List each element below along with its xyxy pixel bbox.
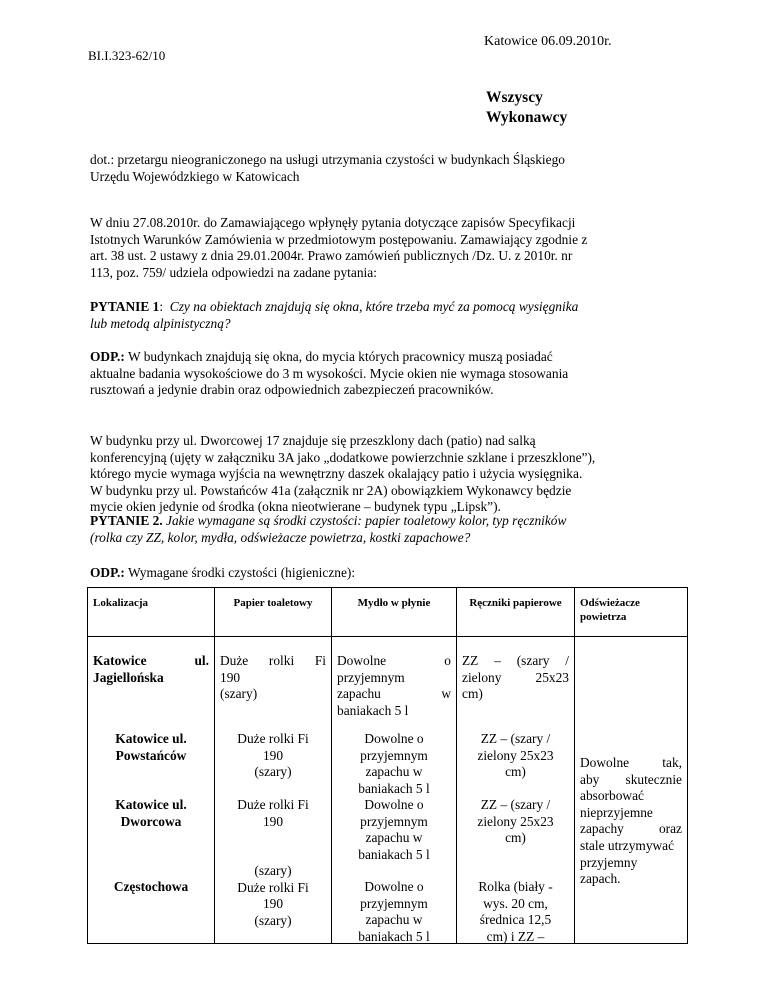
question-text: lub metodą alpinistyczną? bbox=[90, 315, 231, 331]
paper-word: Duże rolki Fi bbox=[237, 731, 309, 746]
text-line: W budynku przy ul. Dworcowej 17 znajduje się przeszklony dach (patio) nad salką bbox=[90, 433, 536, 448]
soap-entry bbox=[337, 653, 451, 719]
freshener-word: zapach. bbox=[580, 871, 621, 887]
towel-word: zielony bbox=[462, 669, 502, 685]
soap-cell bbox=[332, 637, 457, 944]
towel-word: cm) bbox=[505, 830, 526, 846]
soap-word: zapachu w bbox=[365, 830, 423, 846]
text-line: mycie okien jedynie od środka (okna nieotwierane – budynek typu „Lipsk”). bbox=[90, 499, 501, 515]
towel-word: ZZ – (szary / bbox=[480, 731, 551, 746]
paper-word: 190 bbox=[262, 813, 284, 829]
paper-word: (szary) bbox=[254, 764, 292, 780]
patio-paragraph bbox=[90, 433, 681, 516]
paper-word: 190 bbox=[262, 896, 284, 912]
towel-word: zielony 25x23 bbox=[477, 813, 554, 829]
towel-word: Rolka (biały - bbox=[478, 879, 553, 894]
text-line: Istotnych Warunków Zamówienia w przedmiotowym postępowaniu. Zamawiający zgodnie z bbox=[90, 231, 588, 247]
supplies-table bbox=[87, 587, 688, 944]
soap-word: zapachu w bbox=[365, 764, 423, 780]
answer-text: aktualne badania wysokościowe do 3 m wysokości. Mycie okien nie wymaga stosowania bbox=[90, 365, 569, 381]
table-row bbox=[88, 637, 688, 944]
freshener-word: zapachy bbox=[580, 821, 624, 837]
freshener-word: tak, bbox=[662, 755, 682, 770]
paper-word: Fi bbox=[314, 653, 326, 668]
answer-label: ODP.: bbox=[90, 565, 125, 580]
location-word: Jagiellońska bbox=[93, 669, 164, 685]
text-line: W budynku przy ul. Powstańców 41a (załącznik nr 2A) obowiązkiem Wykonawcy będzie bbox=[90, 482, 572, 498]
towel-word: ZZ bbox=[462, 653, 479, 668]
towel-word: 25x23 bbox=[535, 669, 569, 685]
paper-word: rolki bbox=[268, 653, 295, 668]
freshener-word: absorbować bbox=[580, 788, 644, 804]
freshener-word: Dowolne bbox=[580, 755, 630, 770]
answer-text: rusztowań a jedynie drabin oraz odpowiednich zabezpieczeń pracowników. bbox=[90, 382, 494, 398]
soap-word: baniakach 5 l bbox=[337, 702, 409, 718]
location-word: Dworcowa bbox=[120, 813, 182, 829]
column-header: Lokalizacja bbox=[88, 588, 215, 637]
soap-word: Dowolne bbox=[337, 653, 387, 668]
question-1 bbox=[90, 299, 681, 332]
soap-word: baniakach 5 l bbox=[358, 780, 430, 796]
question-text: Jakie wymagane są środki czystości: papier toaletowy kolor, typ ręczników bbox=[166, 513, 567, 528]
towel-word: ZZ – (szary / bbox=[480, 797, 551, 812]
question-label: PYTANIE 2. bbox=[90, 513, 163, 528]
soap-word: o bbox=[444, 653, 451, 668]
soap-word: przyjemnym bbox=[360, 813, 428, 829]
towel-entry bbox=[462, 879, 569, 945]
towel-word: cm) bbox=[505, 764, 526, 780]
location-word: ul. bbox=[194, 653, 209, 668]
column-header: Odświeżacze powietrza bbox=[575, 588, 688, 637]
soap-word: Dowolne o bbox=[364, 879, 424, 894]
paper-cell bbox=[215, 637, 332, 944]
towel-word: – bbox=[494, 653, 501, 668]
soap-entry bbox=[337, 731, 451, 797]
text-line: Urzędu Wojewódzkiego w Katowicach bbox=[90, 168, 300, 184]
answer-1 bbox=[90, 349, 681, 399]
question-text: (rolka czy ZZ, kolor, mydła, odświeżacze powietrza, kostki zapachowe? bbox=[90, 529, 471, 545]
soap-word: przyjemnym bbox=[360, 895, 428, 911]
soap-word: Dowolne o bbox=[364, 731, 424, 746]
recipient-block bbox=[486, 88, 567, 128]
towel-word: cm) bbox=[462, 686, 483, 702]
paper-word: Duże rolki Fi bbox=[237, 797, 309, 812]
answer-2 bbox=[90, 565, 681, 582]
paper-word: 190 bbox=[220, 669, 241, 685]
text-line: dot.: przetargu nieograniczonego na usługi utrzymania czystości w budynkach Śląskiego bbox=[90, 152, 565, 167]
freshener-entry bbox=[580, 755, 682, 888]
question-separator: : bbox=[159, 299, 164, 314]
paper-word: 190 bbox=[262, 747, 284, 763]
towel-word: wys. 20 cm, bbox=[483, 895, 548, 911]
soap-word: baniakach 5 l bbox=[358, 928, 430, 944]
towel-word: / bbox=[565, 653, 569, 668]
question-text: Czy na obiektach znajdują się okna, które trzeba myć za pomocą wysięgnika bbox=[169, 299, 579, 314]
intro-paragraph bbox=[90, 215, 681, 281]
location-entry: Częstochowa bbox=[113, 879, 189, 894]
paper-word: (szary) bbox=[220, 686, 258, 702]
freshener-word: oraz bbox=[658, 821, 682, 837]
answer-text: Wymagane środki czystości (higieniczne): bbox=[127, 565, 356, 580]
soap-word: przyjemnym bbox=[337, 669, 405, 685]
question-2 bbox=[90, 513, 681, 546]
soap-word: zapachu w bbox=[365, 912, 423, 928]
answer-label: ODP.: bbox=[90, 349, 125, 364]
towel-entry bbox=[462, 797, 569, 847]
paper-entry bbox=[220, 653, 326, 703]
location-word: Katowice ul. bbox=[115, 797, 187, 812]
location-entry bbox=[93, 653, 209, 686]
soap-word: baniakach 5 l bbox=[358, 846, 430, 862]
towel-word: (szary bbox=[516, 653, 550, 668]
column-header: Papier toaletowy bbox=[215, 588, 332, 637]
towel-word: średnica 12,5 bbox=[479, 912, 552, 928]
paper-word: Duże rolki Fi bbox=[237, 879, 309, 895]
recipient-line: Wykonawcy bbox=[486, 109, 568, 126]
freshener-word: skutecznie bbox=[625, 771, 682, 787]
location-entry bbox=[93, 731, 209, 764]
towel-cell bbox=[457, 637, 575, 944]
paper-word: (szary) bbox=[254, 912, 292, 928]
reference-number: BI.I.323-62/10 bbox=[88, 48, 166, 63]
towel-entry bbox=[462, 731, 569, 781]
freshener-word: nieprzyjemne bbox=[580, 804, 653, 820]
table-header-row bbox=[88, 588, 688, 637]
towel-word: cm) i ZZ – bbox=[486, 928, 545, 944]
recipient-line: Wszyscy bbox=[486, 89, 543, 106]
text-line: 113, poz. 759/ udziela odpowiedzi na zadane pytania: bbox=[90, 264, 377, 280]
column-header: Ręczniki papierowe bbox=[457, 588, 575, 637]
freshener-word: przyjemny bbox=[580, 854, 638, 870]
soap-entry bbox=[337, 797, 451, 863]
paper-entry bbox=[220, 863, 326, 929]
location-word: Katowice bbox=[93, 653, 147, 668]
soap-entry bbox=[337, 879, 451, 945]
towel-word: zielony 25x23 bbox=[477, 747, 554, 763]
text-line: art. 38 ust. 2 ustawy z dnia 29.01.2004r. Prawo zamówień publicznych /Dz. U. z 2010r. nr bbox=[90, 248, 573, 264]
place-date: Katowice 06.09.2010r. bbox=[484, 34, 612, 49]
column-header: Mydło w płynie bbox=[332, 588, 457, 637]
paper-entry bbox=[220, 797, 326, 830]
towel-entry bbox=[462, 653, 569, 703]
freshener-word: stale utrzymywać bbox=[580, 837, 675, 853]
text-line: W dniu 27.08.2010r. do Zamawiającego wpłynęły pytania dotyczące zapisów Specyfikacji bbox=[90, 215, 576, 230]
text-line: którego mycie wymaga wyjścia na wewnętrzny daszek okalający patio i użycia wysięgnika. bbox=[90, 466, 583, 482]
location-word: Powstańców bbox=[115, 747, 187, 763]
paper-entry bbox=[220, 731, 326, 781]
soap-word: Dowolne o bbox=[364, 797, 424, 812]
soap-word: w bbox=[441, 686, 451, 702]
paper-word: Duże bbox=[220, 653, 249, 668]
location-cell bbox=[88, 637, 215, 944]
question-label: PYTANIE 1 bbox=[90, 299, 160, 314]
text-line: konferencyjną (ujęty w załączniku 3A jako „dodatkowe powierzchnie szklane i przeszklone”), bbox=[90, 449, 596, 465]
freshener-cell bbox=[575, 637, 688, 944]
freshener-word: aby bbox=[580, 771, 600, 787]
soap-word: zapachu bbox=[337, 686, 381, 702]
location-entry bbox=[93, 797, 209, 830]
subject-paragraph bbox=[90, 152, 681, 185]
soap-word: przyjemnym bbox=[360, 747, 428, 763]
location-word: Katowice ul. bbox=[115, 731, 187, 746]
answer-text: W budynkach znajdują się okna, do mycia których pracownicy muszą posiadać bbox=[127, 349, 553, 364]
paper-word: (szary) bbox=[254, 863, 292, 878]
